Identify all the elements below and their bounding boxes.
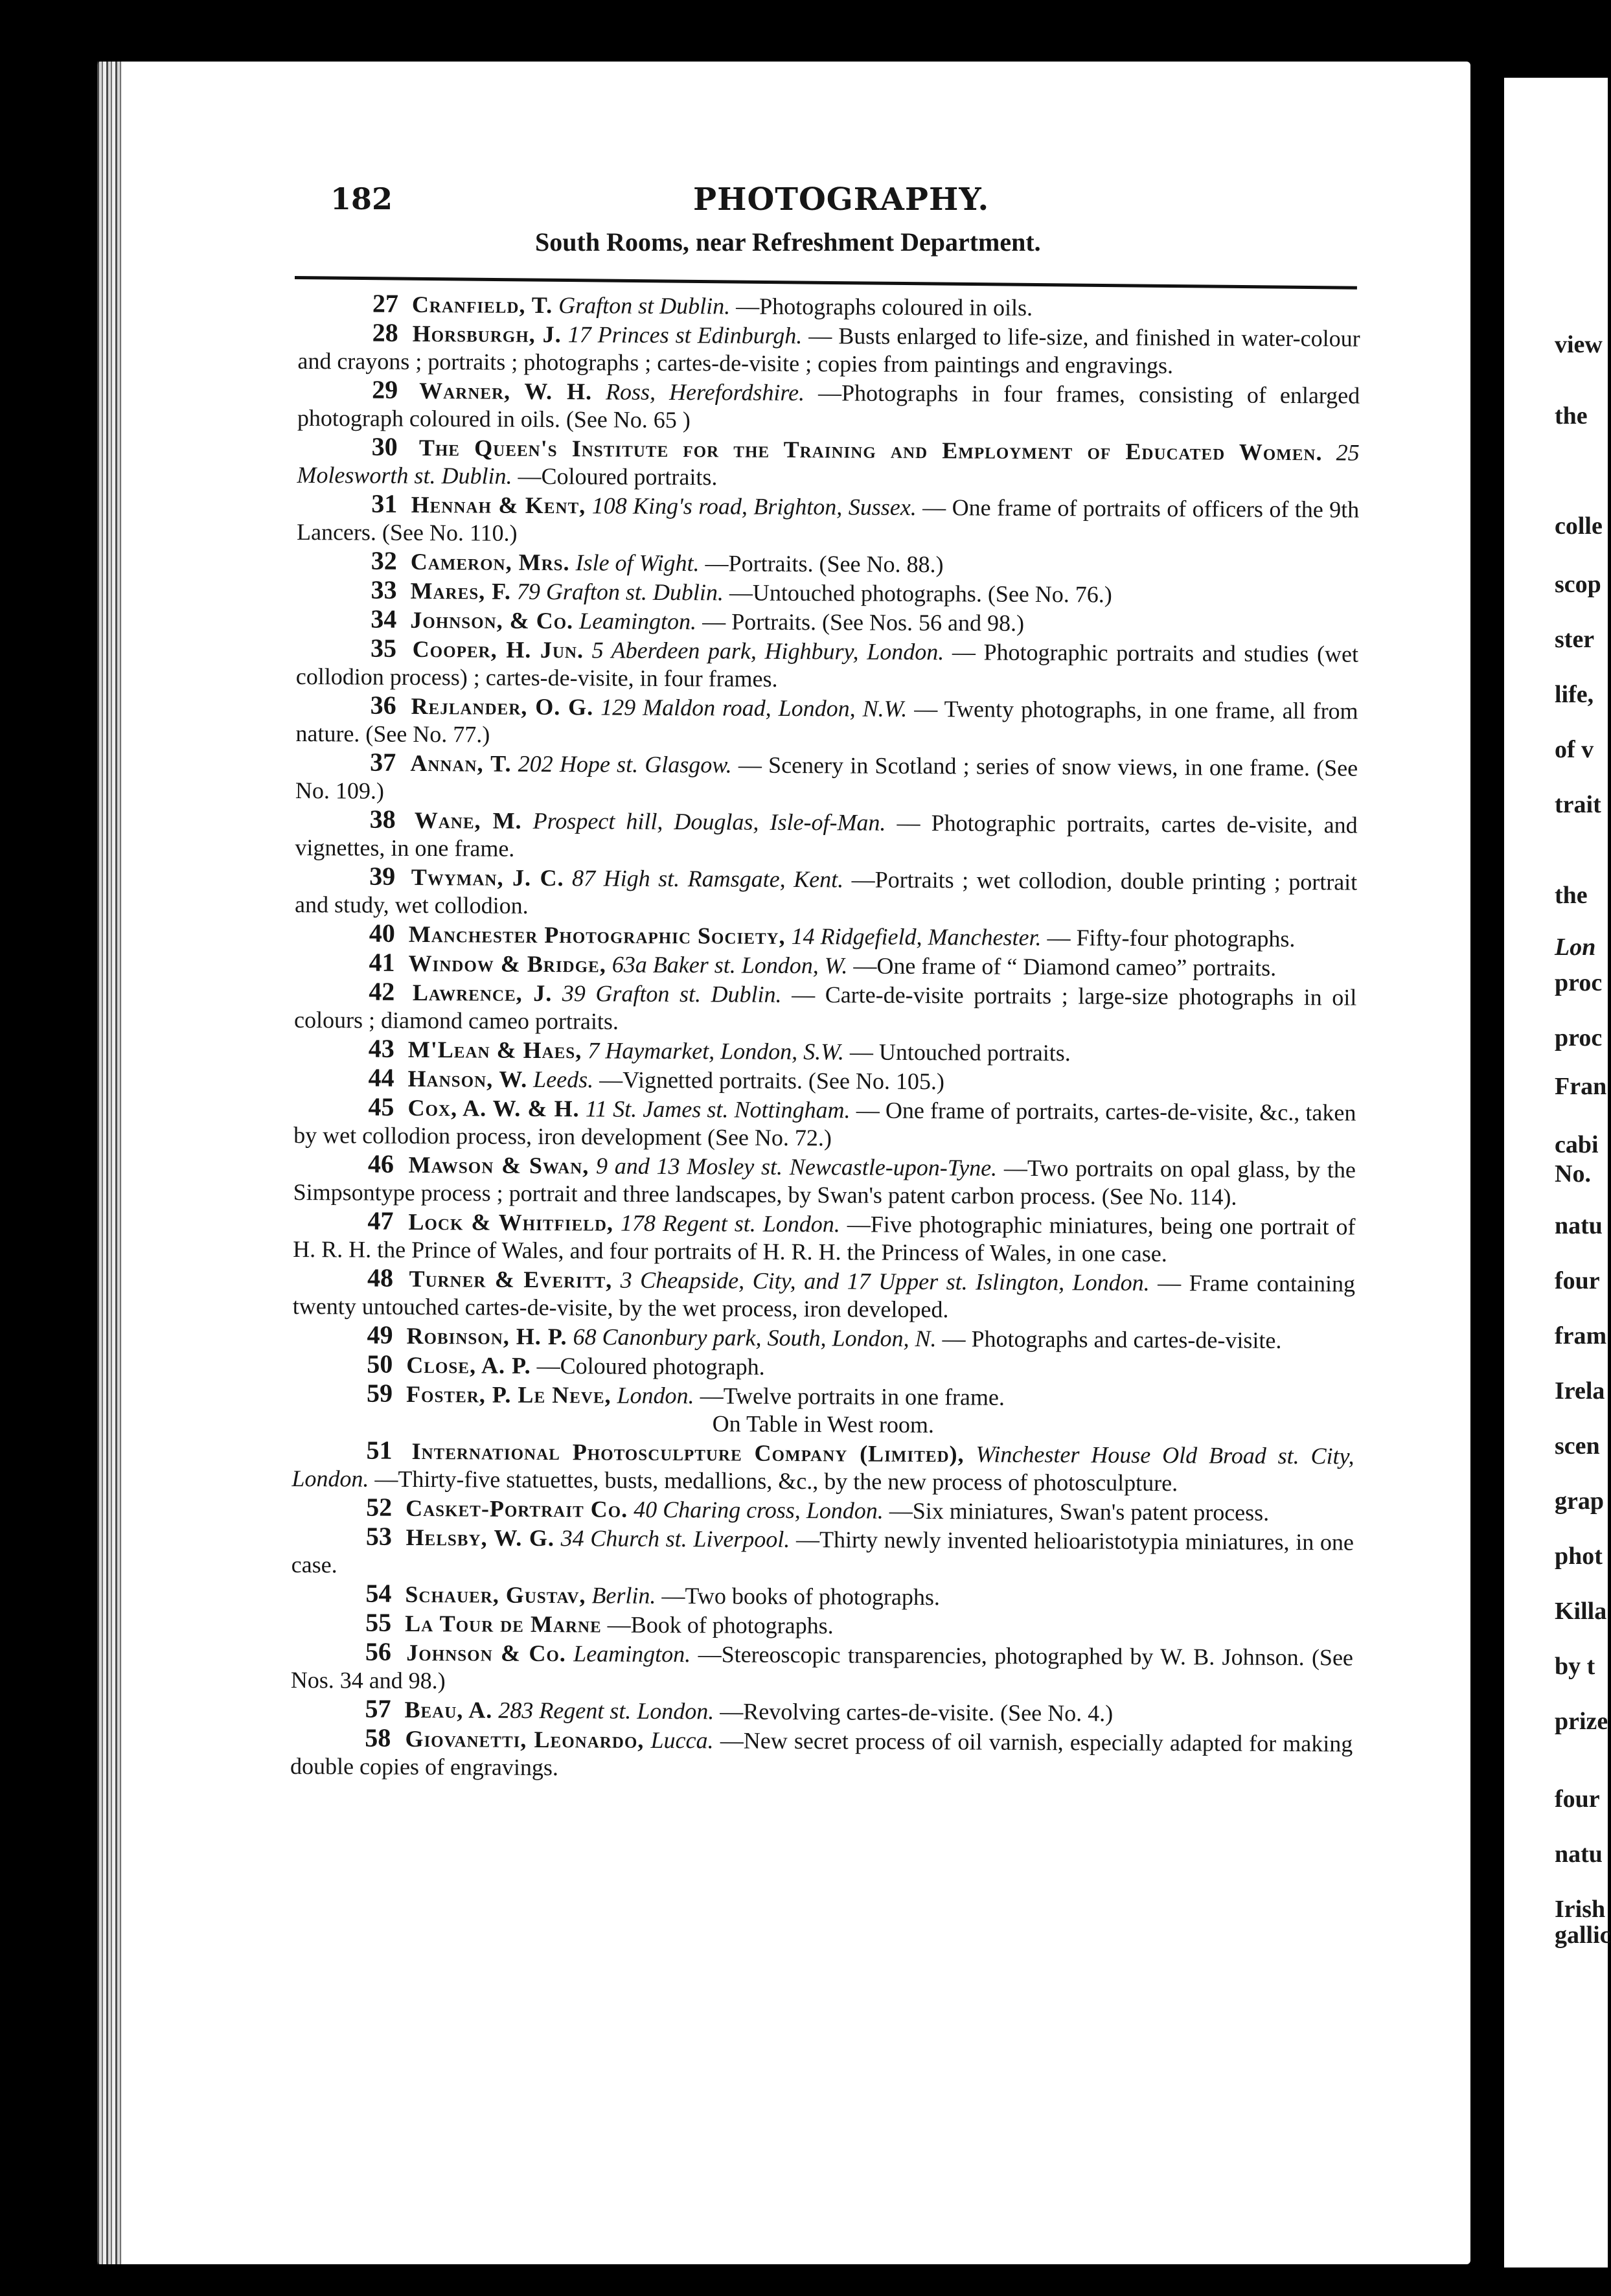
entry-number: 51 <box>366 1435 393 1465</box>
exhibitor-name: Mawson & Swan, <box>408 1151 589 1179</box>
entry-number: 52 <box>366 1492 393 1522</box>
entry-number: 34 <box>371 604 397 634</box>
exhibitor-address: 34 Church st. Liverpool. <box>560 1525 790 1553</box>
exhibitor-address: Grafton st Dublin. <box>558 292 731 319</box>
exhibitor-name: Wane, M. <box>414 807 522 834</box>
exhibitor-address: 39 Grafton st. Dublin. <box>562 980 782 1007</box>
catalogue-entry <box>297 318 1360 381</box>
exhibitor-address: 14 Ridgefield, Manchester. <box>791 923 1042 951</box>
catalogue-entry <box>297 432 1359 495</box>
exhibitor-address: Prospect hill, Douglas, Isle-of-Man. <box>532 807 886 836</box>
exhibitor-address: 63a Baker st. London, W. <box>611 951 848 979</box>
entry-description: — Fifty-four photographs. <box>1047 924 1296 952</box>
exhibitor-address: 68 Canonbury park, South, London, N. <box>573 1324 937 1352</box>
entry-number: 33 <box>371 575 397 604</box>
entry-number: 38 <box>369 804 396 834</box>
catalogue-entry <box>291 1522 1354 1585</box>
exhibitor-address: 283 Regent st. London. <box>498 1697 714 1725</box>
exhibitor-address: 178 Regent st. London. <box>620 1210 840 1237</box>
adjacent-page-word: four <box>1555 1267 1600 1294</box>
exhibitor-name: Warner, W. H. <box>419 377 593 405</box>
exhibitor-address: Leamington. <box>573 1640 691 1668</box>
entry-number: 28 <box>372 317 398 347</box>
entry-description: — One frame of portraits of officers of the 9th Lancers. (See No. 110.) <box>296 494 1360 546</box>
exhibitor-address: 3 Cheapside, City, and 17 Upper st. Islington, London. <box>620 1267 1150 1296</box>
adjacent-page-word: four <box>1555 1785 1600 1813</box>
page-title: PHOTOGRAPHY. <box>693 181 990 218</box>
exhibitor-name: Schauer, Gustav, <box>405 1581 586 1609</box>
adjacent-page-word: Lon <box>1555 934 1596 961</box>
adjacent-page-word: No. <box>1555 1160 1591 1188</box>
exhibitor-name: M'Lean & Haes, <box>407 1036 582 1064</box>
entry-description: —Thirty-five statuettes, busts, medallions, &c., by the new process of photosculpture. <box>374 1465 1178 1497</box>
exhibitor-name: Cooper, H. Jun. <box>412 636 584 663</box>
exhibitor-address: 202 Hope st. Glasgow. <box>518 750 732 778</box>
exhibitor-name: Cranfield, T. <box>411 291 553 319</box>
adjacent-page-word: proc <box>1555 1024 1603 1051</box>
catalogue-entry <box>294 977 1356 1040</box>
catalogue-entry <box>297 375 1360 438</box>
entry-description: — Photographic portraits, cartes de-visite, and vignettes, in one frame. <box>295 809 1358 862</box>
adjacent-page-word: ster <box>1555 626 1595 653</box>
exhibitor-name: Hennah & Kent, <box>411 491 586 519</box>
exhibitor-address: 9 and 13 Mosley st. Newcastle-upon-Tyne. <box>595 1153 998 1181</box>
exhibitor-address: Leeds. <box>533 1066 594 1093</box>
entry-number: 35 <box>370 633 397 663</box>
entry-number: 59 <box>366 1378 393 1408</box>
exhibitor-address: 87 High st. Ramsgate, Kent. <box>572 865 844 893</box>
adjacent-page-word: natu <box>1555 1212 1603 1239</box>
exhibitor-name: Hanson, W. <box>407 1065 528 1092</box>
entry-description: — Photographs and cartes-de-visite. <box>942 1326 1282 1353</box>
exhibitor-name: Lawrence, J. <box>412 979 553 1007</box>
adjacent-page-word: proc <box>1555 969 1603 996</box>
exhibitor-name: Giovanetti, Leonardo, <box>405 1725 645 1753</box>
exhibitor-address: Ross, Herefordshire. <box>605 378 805 406</box>
adjacent-page-fragment <box>1504 78 1611 2267</box>
catalogue-entry <box>296 634 1358 696</box>
adjacent-page-word: scop <box>1555 571 1601 598</box>
entry-description: —Revolving cartes-de-visite. (See No. 4.) <box>720 1698 1114 1727</box>
catalogue-entry <box>293 1263 1355 1326</box>
entry-number: 44 <box>368 1062 394 1092</box>
exhibitor-address: 7 Haymarket, London, S.W. <box>588 1037 845 1065</box>
catalogue-entry <box>295 691 1358 753</box>
exhibitor-name: Foster, P. Le Neve, <box>406 1381 611 1408</box>
exhibitor-name: Manchester Photographic Society, <box>408 921 786 949</box>
entry-description: — Untouched portraits. <box>849 1039 1071 1066</box>
adjacent-page-word: the <box>1555 402 1588 430</box>
entry-number: 31 <box>371 488 398 518</box>
catalogue-entry <box>293 1149 1356 1212</box>
adjacent-page-word: natu <box>1555 1841 1603 1868</box>
entry-description: —Vignetted portraits. (See No. 105.) <box>599 1066 945 1095</box>
entry-description: —Six miniatures, Swan's patent process. <box>889 1497 1270 1526</box>
catalogue-entry <box>293 1092 1356 1155</box>
exhibitor-name: Turner & Everitt, <box>409 1265 613 1293</box>
adjacent-page-word: trait <box>1555 791 1601 818</box>
entry-number: 50 <box>367 1349 393 1379</box>
entry-description: —Twelve portraits in one frame. <box>700 1383 1005 1410</box>
adjacent-page-word: the <box>1555 882 1588 909</box>
entry-number: 46 <box>367 1149 394 1178</box>
entry-number: 48 <box>367 1263 394 1292</box>
catalogue-entry <box>291 1637 1353 1700</box>
entry-number: 43 <box>368 1033 394 1063</box>
entry-number: 40 <box>369 918 395 948</box>
entry-number: 36 <box>370 690 396 720</box>
catalogue-entries <box>290 289 1360 1786</box>
entry-number: 29 <box>372 374 398 404</box>
exhibitor-address: 108 King's road, Brighton, Sussex. <box>591 492 917 521</box>
exhibitor-name: Johnson & Co. <box>406 1639 566 1667</box>
exhibitor-address: 79 Grafton st. Dublin. <box>516 578 724 606</box>
exhibitor-address: Winchester House Old Broad st. City, London. <box>291 1441 1354 1492</box>
catalogue-entry <box>295 805 1357 867</box>
exhibitor-name: Johnson, & Co. <box>410 606 574 634</box>
entry-description: —Coloured portraits. <box>518 463 718 490</box>
adjacent-page-word: by t <box>1555 1653 1595 1680</box>
entry-number: 54 <box>365 1578 392 1608</box>
exhibitor-name: Horsburgh, J. <box>412 320 562 348</box>
exhibitor-name: Annan, T. <box>410 750 512 777</box>
exhibitor-name: The Queen's Institute for the Training and Employment of Educated Women. <box>418 434 1323 466</box>
entry-description: —New secret process of oil varnish, especially adapted for making double copies of engravings. <box>290 1727 1353 1781</box>
entry-number: 27 <box>372 288 399 318</box>
entry-description: — Twenty photographs, in one frame, all from nature. (See No. 77.) <box>295 695 1358 748</box>
entry-description: —Two books of photographs. <box>661 1582 941 1611</box>
exhibitor-address: Isle of Wight. <box>575 549 700 577</box>
entry-description: —Stereoscopic transparencies, photographed by W. B. Johnson. (See Nos. 34 and 98.) <box>290 1641 1354 1694</box>
entry-description: —Portraits ; wet collodion, double printing ; portrait and study, wet collodion. <box>294 866 1358 919</box>
section-note: On Table in West room. <box>712 1410 935 1438</box>
adjacent-page-word: Irela <box>1555 1377 1605 1405</box>
page-binding-edge <box>97 62 122 2264</box>
entry-description: —Book of photographs. <box>607 1611 834 1639</box>
entry-description: —One frame of “ Diamond cameo” portraits. <box>853 952 1277 981</box>
entry-description: — Photographic portraits and studies (wet collodion process) ; cartes-de-visite, in four frames. <box>295 639 1359 692</box>
exhibitor-address: 5 Aberdeen park, Highbury, London. <box>591 637 944 665</box>
entry-description: —Two portraits on opal glass, by the Simpsontype process ; portrait and three landscapes, by Swan's patent carbon process. (See No. 114). <box>293 1154 1356 1210</box>
catalogue-entry <box>291 1436 1354 1498</box>
exhibitor-name: Cameron, Mrs. <box>410 548 570 576</box>
entry-description: —Portraits. (See No. 88.) <box>705 550 944 578</box>
exhibitor-name: Lock & Whitfield, <box>408 1208 614 1236</box>
exhibitor-name: Casket-Portrait Co. <box>406 1495 628 1522</box>
entry-number: 58 <box>365 1723 391 1752</box>
catalogue-entry <box>293 1206 1355 1269</box>
exhibitor-address: Leamington. <box>579 608 697 635</box>
entry-number: 49 <box>367 1320 393 1349</box>
entry-number: 56 <box>365 1636 392 1666</box>
entry-description: — Busts enlarged to life-size, and finished in water-colour and crayons ; portraits ; photographs ; cartes-de-visite ; copies from paintings and engravings. <box>297 323 1360 379</box>
page-subtitle: South Rooms, near Refreshment Department. <box>535 227 1041 257</box>
entry-number: 45 <box>368 1092 394 1121</box>
entry-description: —Thirty newly invented helioaristotypia miniatures, in one case. <box>291 1526 1354 1578</box>
adjacent-page-word: Killa <box>1555 1598 1607 1625</box>
entry-number: 47 <box>367 1206 394 1235</box>
adjacent-page-word: view <box>1555 331 1603 358</box>
catalogue-entry <box>292 1379 1354 1414</box>
entry-description: —Photographs in four frames, consisting of enlarged photograph coloured in oils. (See No. 65 ) <box>297 380 1360 433</box>
exhibitor-address: London. <box>617 1382 694 1409</box>
adjacent-page-word: colle <box>1555 512 1603 540</box>
exhibitor-name: Helsby, W. G. <box>406 1524 555 1552</box>
adjacent-page-word: scen <box>1555 1432 1600 1460</box>
catalogue-entry <box>295 862 1357 924</box>
adjacent-page-word: gallic <box>1555 1922 1611 1949</box>
entry-number: 37 <box>370 747 396 777</box>
exhibitor-name: International Photosculpture Company (Limited), <box>411 1438 965 1467</box>
entry-description: —Untouched photographs. (See No. 76.) <box>729 579 1112 608</box>
catalogue-entry <box>295 748 1358 810</box>
entry-number: 57 <box>365 1693 391 1723</box>
entry-number: 39 <box>369 861 396 891</box>
exhibitor-address: Berlin. <box>591 1582 656 1609</box>
entry-description: — One frame of portraits, cartes-de-visite, &c., taken by wet collodion process, iron development (See No. 72.) <box>293 1097 1356 1151</box>
exhibitor-address: 40 Charing cross, London. <box>634 1496 884 1524</box>
catalogue-entry <box>297 489 1359 552</box>
entry-number: 42 <box>369 976 395 1006</box>
page-number: 182 <box>330 181 393 216</box>
entry-description: — Frame containing twenty untouched cartes-de-visite, by the wet process, iron developed. <box>292 1269 1356 1323</box>
adjacent-page-word: cabi <box>1555 1131 1599 1158</box>
exhibitor-name: Window & Bridge, <box>408 950 606 978</box>
adjacent-page-word: life, <box>1555 681 1594 708</box>
entry-description: —Coloured photograph. <box>536 1352 765 1380</box>
exhibitor-name: Close, A. P. <box>406 1351 531 1379</box>
adjacent-page-word: prize <box>1555 1708 1608 1735</box>
page-header <box>330 181 1354 266</box>
entry-number: 30 <box>371 431 398 461</box>
adjacent-page-word: Fran <box>1555 1073 1607 1100</box>
adjacent-page-word: phot <box>1555 1543 1603 1570</box>
entry-description: — Scenery in Scotland ; series of snow views, in one frame. (See No. 109.) <box>295 752 1358 804</box>
entry-number: 53 <box>365 1521 393 1551</box>
entry-description: — Portraits. (See Nos. 56 and 98.) <box>702 608 1025 636</box>
exhibitor-name: Beau, A. <box>404 1696 493 1723</box>
exhibitor-name: Rejlander, O. G. <box>411 693 594 720</box>
adjacent-page-word: Irish <box>1555 1896 1606 1923</box>
catalogue-entry <box>290 1723 1353 1786</box>
entry-number: 41 <box>369 947 395 977</box>
exhibitor-name: La Tour de Marne <box>405 1610 602 1638</box>
entry-number: 32 <box>371 545 397 575</box>
entry-description: —Photographs coloured in oils. <box>736 293 1033 321</box>
exhibitor-name: Robinson, H. P. <box>406 1322 567 1350</box>
exhibitor-address: Lucca. <box>650 1727 714 1754</box>
exhibitor-address: 11 St. James st. Nottingham. <box>585 1096 851 1123</box>
entry-description: —Five photographic miniatures, being one portrait of H. R. H. the Prince of Wales, and four portraits of H. R. H. the Princess of Wales, in one case. <box>293 1211 1356 1267</box>
exhibitor-name: Mares, F. <box>410 577 512 604</box>
entry-description: — Carte-de-visite portraits ; large-size photographs in oil colours ; diamond cameo portraits. <box>293 982 1357 1035</box>
exhibitor-name: Twyman, J. C. <box>411 864 564 891</box>
adjacent-page-word: fram <box>1555 1322 1607 1349</box>
exhibitor-name: Cox, A. W. & H. <box>407 1094 580 1122</box>
entry-number: 55 <box>365 1607 392 1637</box>
adjacent-page-word: of v <box>1555 736 1594 763</box>
exhibitor-address: 17 Princes st Edinburgh. <box>567 321 803 349</box>
adjacent-page-word: grap <box>1555 1487 1604 1515</box>
exhibitor-address: 129 Maldon road, London, N.W. <box>600 694 908 722</box>
exhibitor-address: 25 Molesworth st. Dublin. <box>297 439 1360 489</box>
